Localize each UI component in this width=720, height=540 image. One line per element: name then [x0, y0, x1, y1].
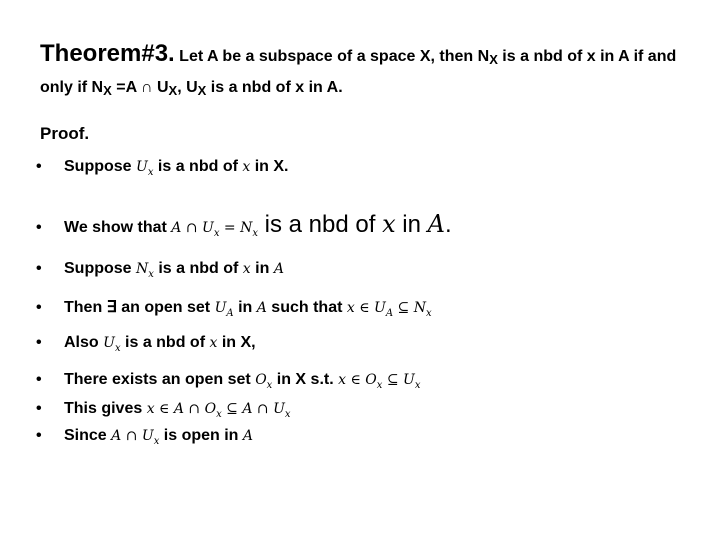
proof-line-8: • Since A ∩ $U_x$ is open in A [36, 427, 254, 447]
bullet: • [36, 334, 42, 351]
bullet: • [36, 260, 42, 277]
bullet: • [36, 427, 42, 444]
proof-line-7: • This gives x ∈ A ∩ $O_x$ ⊆ A ∩ $U_x$ [36, 400, 291, 420]
proof-line-2: • We show that A ∩ $U_x = N_x$ is a nbd of x in A. [36, 210, 452, 239]
bullet: • [36, 219, 42, 236]
proof-line-3: • Suppose $N_x$ is a nbd of x in A [36, 260, 284, 280]
theorem-label: Theorem#3. [40, 40, 175, 67]
bullet: • [36, 371, 42, 388]
proof-line-5: • Also $U_x$ is a nbd of x in X, [36, 334, 256, 354]
proof-line-6: • There exists an open set $O_x$ in X s.t. x ∈ $O_x$ ⊆ $U_x$ [36, 371, 421, 391]
bullet: • [36, 400, 42, 417]
theorem-statement: Theorem#3. Let A be a subspace of a space X, then $N_X$ is a nbd of x in A if and only if $N_X =A$ ∩ $U_X$, $U_X$ is a nbd of x in A. [40, 40, 677, 98]
bullet: • [36, 158, 42, 175]
proof-heading: Proof. [40, 124, 90, 143]
proof-line-1: • Suppose $U_x$ is a nbd of x in X. [36, 158, 289, 178]
bullet: • [36, 299, 42, 316]
proof-line-4: • Then ∃ an open set $U_A$ in A such that x ∈ $U_A$ ⊆ $N_x$ [36, 299, 432, 319]
